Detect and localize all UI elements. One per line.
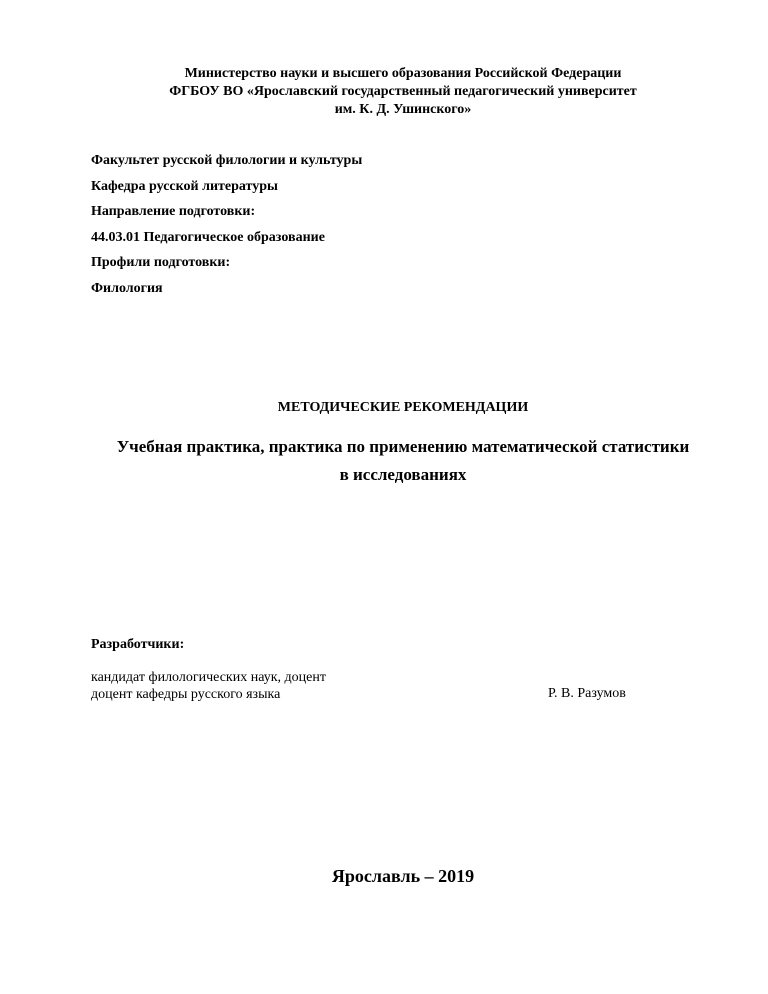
- direction-value: 44.03.01 Педагогическое образование: [91, 229, 325, 245]
- profiles-label: Профили подготовки:: [91, 255, 231, 270]
- developer-position: доцент кафедры русского языка: [91, 686, 281, 702]
- university-name: ФГБОУ ВО «Ярославский государственный педагогический университет: [169, 84, 637, 99]
- document-title-line-2: в исследованиях: [339, 465, 467, 484]
- direction-label: Направление подготовки:: [91, 204, 256, 219]
- profiles-value: Филология: [91, 280, 163, 296]
- ministry-name: Министерство науки и высшего образования Российской Федерации: [184, 66, 622, 81]
- developer-degree: кандидат филологических наук, доцент: [91, 670, 326, 685]
- faculty: Факультет русской филологии и культуры: [91, 153, 363, 168]
- document-type: МЕТОДИЧЕСКИЕ РЕКОМЕНДАЦИИ: [277, 400, 529, 415]
- developer-credentials: [91, 670, 326, 703]
- title-page-header: [0, 65, 768, 119]
- department: Кафедра русской литературы: [91, 178, 278, 194]
- document-title-line-1: Учебная практика, практика по применению математической статистики: [116, 437, 690, 456]
- developer-name: Р. В. Разумов: [548, 686, 626, 701]
- program-info: [91, 148, 362, 301]
- document-title: [0, 433, 768, 489]
- city-year: Ярославль – 2019: [331, 866, 475, 886]
- developers-label: Разработчики:: [91, 637, 185, 652]
- university-name-suffix: им. К. Д. Ушинского»: [334, 102, 472, 117]
